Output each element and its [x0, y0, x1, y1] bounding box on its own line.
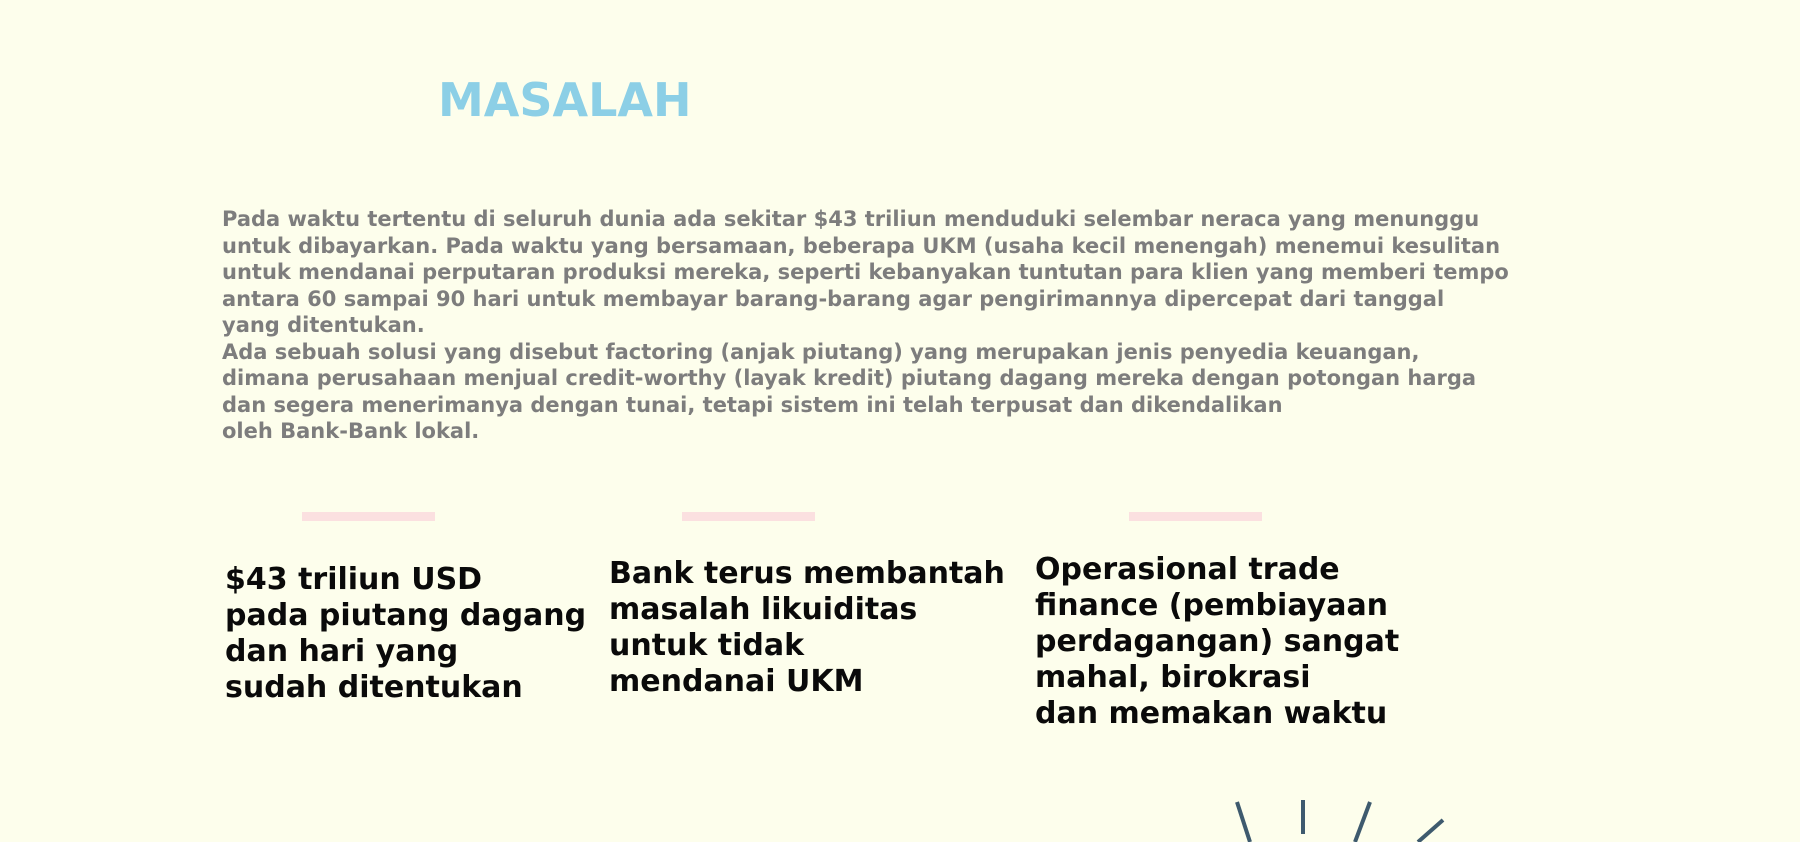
intro-line: Ada sebuah solusi yang disebut factoring (anjak piutang) yang merupakan jenis penyedia keuangan, — [222, 339, 1420, 364]
card-line: sudah ditentukan — [225, 670, 523, 705]
card-line: perdagangan) sangat — [1035, 624, 1400, 659]
intro-line: oleh Bank-Bank lokal. — [222, 419, 480, 443]
card-line: dan hari yang — [225, 634, 459, 669]
burst-ray — [1355, 802, 1370, 842]
problem-card-bank-liquidity — [609, 556, 1005, 700]
card-line: pada piutang dagang — [225, 598, 587, 633]
intro-line: yang ditentukan. — [222, 313, 425, 337]
problem-card-trade-finance — [1035, 552, 1399, 732]
card-line: $43 triliun USD — [225, 562, 483, 597]
card-line: dan memakan waktu — [1035, 696, 1388, 731]
intro-line: untuk dibayarkan. Pada waktu yang bersamaan, beberapa UKM (usaha kecil menengah) menemui kesulitan — [222, 233, 1501, 258]
card-line: mahal, birokrasi — [1035, 660, 1311, 695]
intro-line: Pada waktu tertentu di seluruh dunia ada sekitar $43 triliun menduduki selembar neraca yang menunggu — [222, 207, 1480, 231]
intro-line: untuk mendanai perputaran produksi mereka, seperti kebanyakan tuntutan para klien yang memberi tempo — [222, 260, 1509, 284]
card-line: Operasional trade — [1035, 552, 1340, 587]
intro-line: dimana perusahaan menjual credit-worthy (layak kredit) piutang dagang mereka dengan potongan harga — [222, 366, 1477, 390]
sunburst-lines-icon — [1200, 790, 1480, 842]
card-line: masalah likuiditas — [609, 592, 918, 627]
intro-line: dan segera menerimanya dengan tunai, tetapi sistem ini telah terpusat dan dikendalikan — [222, 392, 1283, 417]
card-1-accent-bar — [302, 512, 435, 521]
card-3-accent-bar — [1129, 512, 1262, 521]
card-2-accent-bar — [682, 512, 815, 521]
card-line: untuk tidak — [609, 628, 805, 663]
intro-paragraph — [222, 206, 1509, 445]
burst-ray — [1418, 820, 1443, 842]
problem-card-trade-receivables — [225, 562, 586, 706]
page-title: MASALAH — [438, 73, 692, 127]
burst-ray — [1237, 802, 1250, 842]
card-line: mendanai UKM — [609, 664, 864, 699]
intro-line: antara 60 sampai 90 hari untuk membayar barang-barang agar pengirimannya dipercepat dari tanggal — [222, 286, 1445, 311]
card-line: Bank terus membantah — [609, 556, 1005, 591]
card-line: finance (pembiayaan — [1035, 588, 1389, 623]
